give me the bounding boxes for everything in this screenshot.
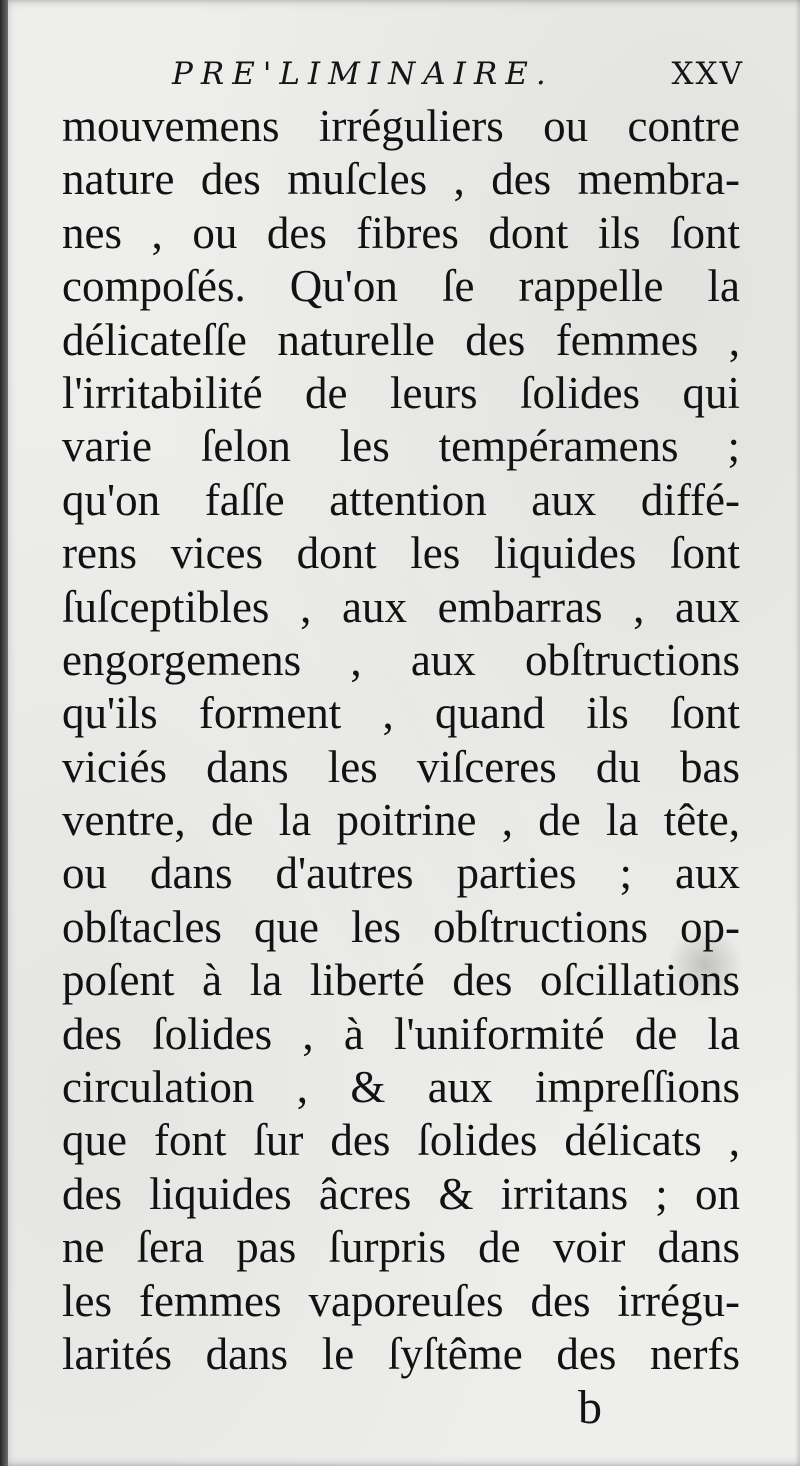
body-text xyxy=(62,100,740,1381)
text-line: ou dans d'autres parties ; aux xyxy=(62,848,740,899)
text-line: compoſés. Qu'on ſe rappelle la xyxy=(62,261,740,312)
text-line: obſtacles que les obſtructions op- xyxy=(62,901,740,952)
text-line: ne ſera pas ſurpris de voir dans xyxy=(62,1222,740,1273)
text-line: qu'ils forment , quand ils ſont xyxy=(62,688,740,739)
text-line: ſuſceptibles , aux embarras , aux xyxy=(62,581,740,632)
text-line: que font ſur des ſolides délicats , xyxy=(62,1115,740,1166)
text-line: les femmes vaporeuſes des irrégu- xyxy=(62,1275,740,1326)
text-line: engorgemens , aux obſtructions xyxy=(62,634,740,685)
text-line: nature des muſcles , des membra- xyxy=(62,154,740,205)
text-line: varie ſelon les tempéramens ; xyxy=(62,421,740,472)
text-line: qu'on faſſe attention aux diffé- xyxy=(62,474,740,525)
text-line: mouvemens irréguliers ou contre xyxy=(62,101,740,151)
text-line: délicateſſe naturelle des femmes , xyxy=(62,314,740,365)
signature-mark: b xyxy=(578,1381,602,1434)
running-title: PRE'LIMINAIRE. xyxy=(172,56,554,92)
text-line: larités dans le ſyſtême des nerfs xyxy=(62,1328,740,1379)
text-line: viciés dans les viſceres du bas xyxy=(62,741,740,792)
page-number: XXV xyxy=(671,56,744,92)
page-gutter-shadow xyxy=(0,0,8,1466)
text-line: des ſolides , à l'uniformité de la xyxy=(62,1008,740,1059)
text-line: ventre, de la poitrine , de la tête, xyxy=(62,795,740,846)
running-header xyxy=(172,50,744,100)
text-line: rens vices dont les liquides ſont xyxy=(62,528,740,579)
text-line: des liquides âcres & irritans ; on xyxy=(62,1168,740,1219)
text-line: poſent à la liberté des oſcillations xyxy=(62,955,740,1006)
text-line: circulation , & aux impreſſions xyxy=(62,1062,740,1113)
text-line: l'irritabilité de leurs ſolides qui xyxy=(62,367,740,418)
text-line: nes , ou des fibres dont ils ſont xyxy=(62,207,740,258)
